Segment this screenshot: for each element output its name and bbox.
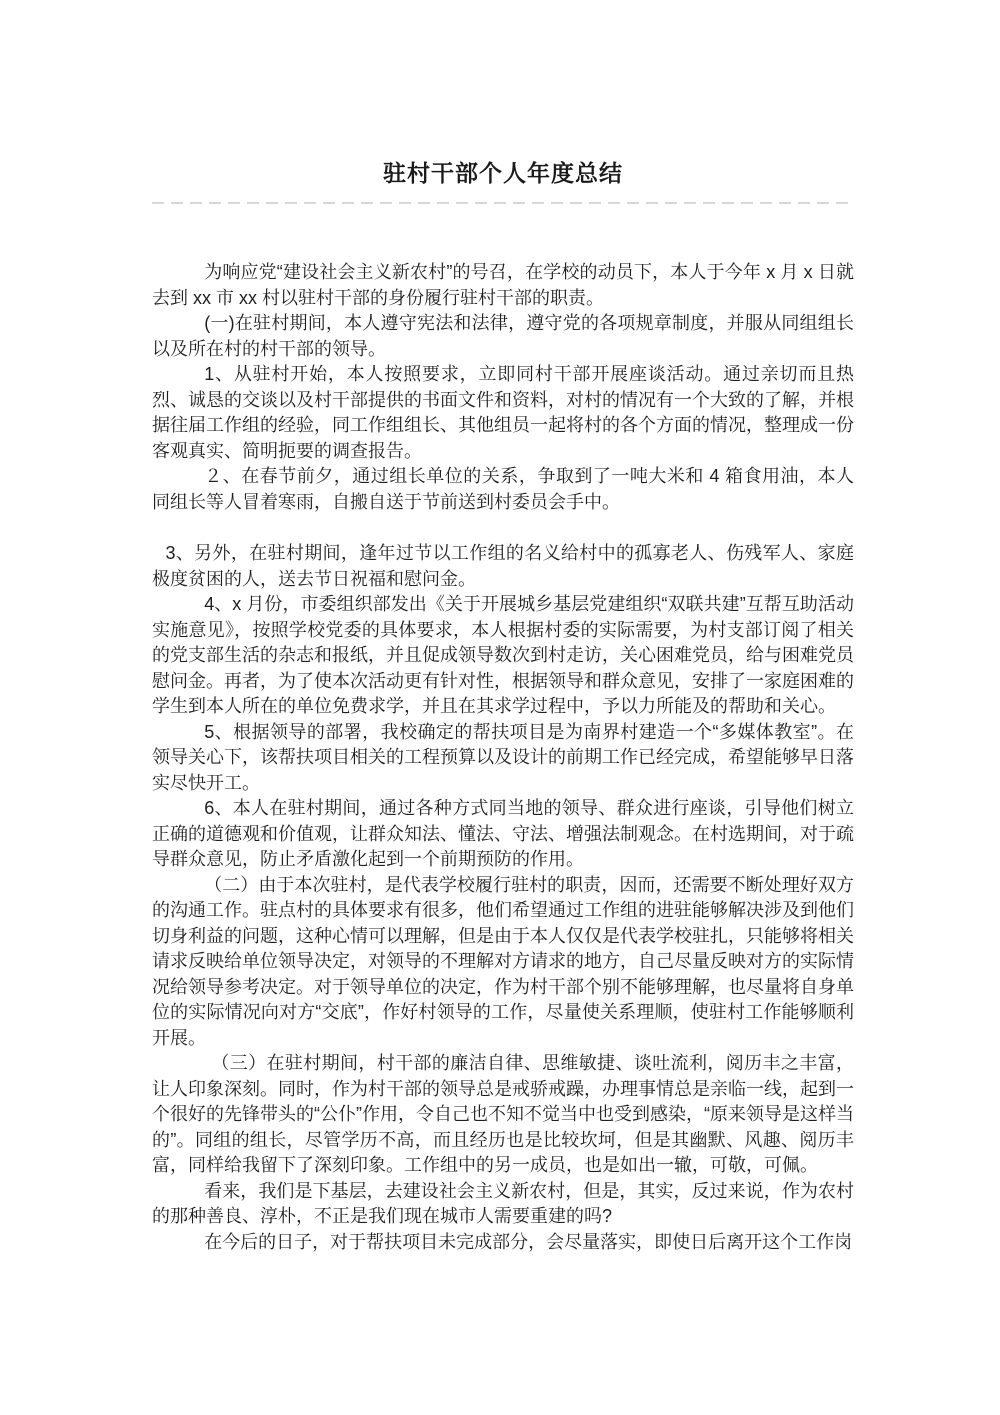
paragraph-item-1: 1、从驻村开始，本人按照要求，立即同村干部开展座谈活动。通过亲切而且热烈、诚恳的交谈以及村干部提供的书面文件和资料，对村的情况有一个大致的了解，并根据往届工作组的经验，同工作组组长、其他组员一起将村的各个方面的情况，整理成一份客观真实、简明扼要的调查报告。 [152,364,854,461]
paragraph-reflection: 看来，我们是下基层，去建设社会主义新农村，但是，其实，反过来说，作为农村的那种善良、淳朴，不正是我们现在城市人需要重建的吗? [152,1180,854,1226]
document-body [152,260,854,1255]
paragraph-section-2: （二）由于本次驻村，是代表学校履行驻村的职责，因而，还需要不断处理好双方的沟通工作。驻点村的具体要求有很多，他们希望通过工作组的进驻能够解决涉及到他们切身利益的问题，这种心情可以理解，但是由于本人仅仅是代表学校驻扎，只能够将相关请求反映给单位领导决定，对领导的不理解对方请求的地方，自己尽量反映对方的实际情况给领导参考决定。对于领导单位的决定，作为村干部个别不能够理解，也尽量将自身单位的实际情况向对方“交底”，作好村领导的工作，尽量使关系理顺，使驻村工作能够顺利开展。 [152,874,854,1048]
paragraph-item-3: 3、另外，在驻村期间，逢年过节以工作组的名义给村中的孤寡老人、伤残军人、家庭极度贫困的人，送去节日祝福和慰问金。 [152,543,854,589]
paragraph-intro: 为响应党“建设社会主义新农村”的号召，在学校的动员下，本人于今年 x 月 x 日就去到 xx 市 xx 村以驻村干部的身份履行驻村干部的职责。 [152,262,854,308]
paragraph-section-3: （三）在驻村期间，村干部的廉洁自律、思维敏捷、谈吐流利，阅历丰之丰富，让人印象深刻。同时，作为村干部的领导总是戒骄戒躁，办理事情总是亲临一线，起到一个很好的先锋带头的“公仆”作用，令自己也不知不觉当中也受到感染，“原来领导是这样当的”。同组的组长，尽管学历不高，而且经历也是比较坎坷，但是其幽默、风趣、阅历丰富，同样给我留下了深刻印象。工作组中的另一成员，也是如出一辙，可敬，可佩。 [152,1053,854,1175]
paragraph-item-2: ２、在春节前夕，通过组长单位的关系，争取到了一吨大米和 4 箱食用油，本人同组长等人冒着寒雨，自搬自送于节前送到村委员会手中。 [152,466,854,512]
paragraph-item-4: 4、x 月份，市委组织部发出《关于开展城乡基层党建组织“双联共建”互帮互助活动实施意见》，按照学校党委的具体要求，本人根据村委的实际需要，为村支部订阅了相关的党支部生活的杂志和报纸，并且促成领导数次到村走访，关心困难党员，给与困难党员慰问金。再者，为了使本次活动更有针对性，根据领导和群众意见，安排了一家庭困难的学生到本人所在的单位免费求学，并且在其求学过程中，予以力所能及的帮助和关心。 [152,594,854,716]
paragraph-section-1: (一)在驻村期间，本人遵守宪法和法律，遵守党的各项规章制度，并服从同组组长以及所在村的村干部的领导。 [152,313,854,359]
paragraph-closing: 在今后的日子，对于帮扶项目未完成部分，会尽量落实，即使日后离开这个工作岗 [204,1231,853,1252]
paragraph-item-6: 6、本人在驻村期间，通过各种方式同当地的领导、群众进行座谈，引导他们树立正确的道德观和价值观，让群众知法、懂法、守法、增强法制观念。在村选期间，对于疏导群众意见，防止矛盾激化起到一个前期预防的作用。 [152,798,854,869]
paragraph-item-5: 5、根据领导的部署，我校确定的帮扶项目是为南界村建造一个“多媒体教室”。在领导关心下，该帮扶项目相关的工程预算以及设计的前期工作已经完成，希望能够早日落实尽快开工。 [152,721,854,793]
document-title: 驻村干部个人年度总结 [383,160,623,186]
title-divider [152,202,854,204]
